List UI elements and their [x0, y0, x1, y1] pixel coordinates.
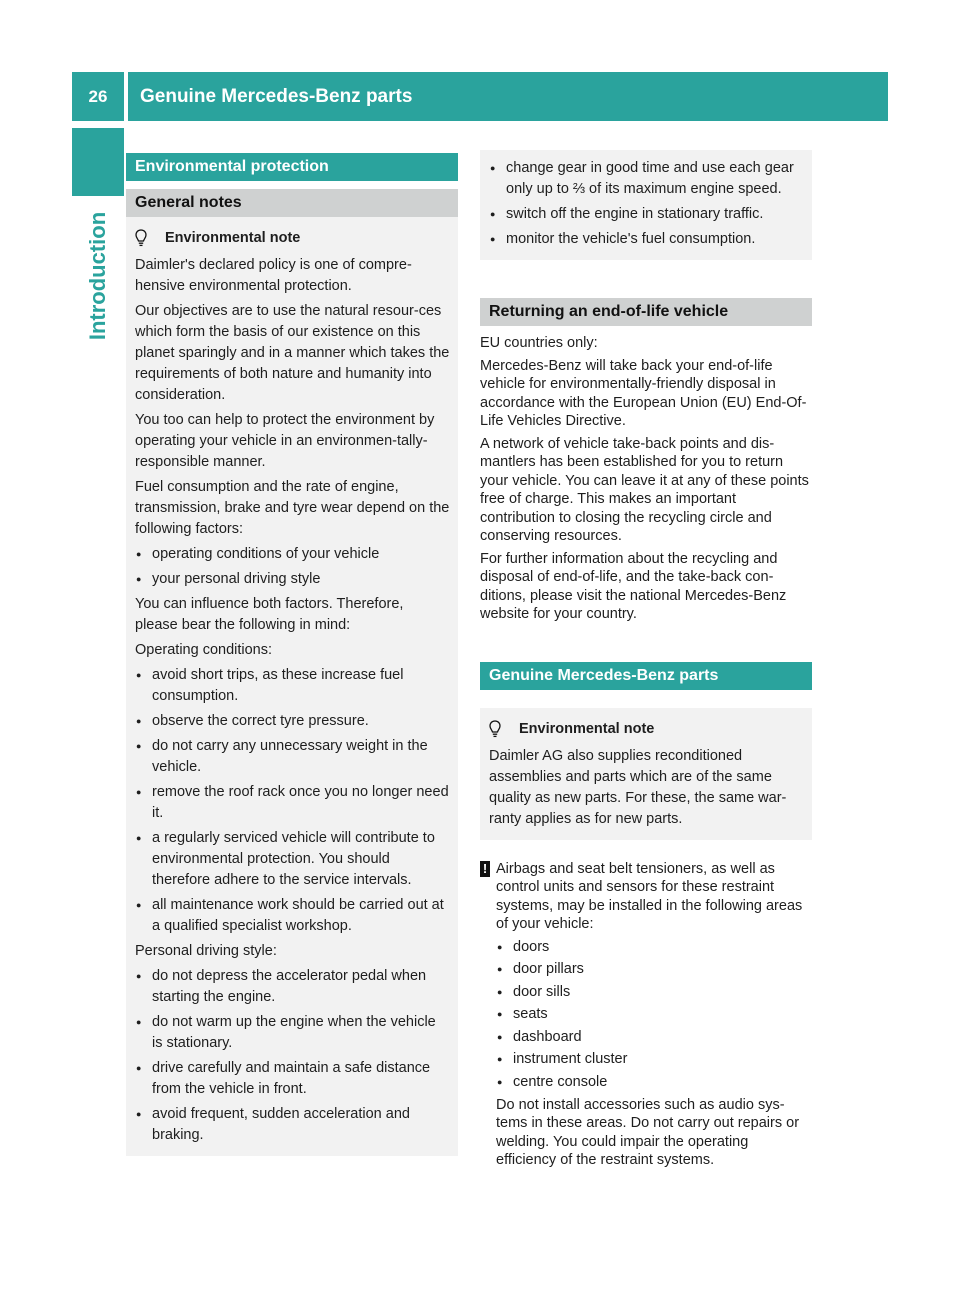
list-item: ● drive carefully and maintain a safe distance from the vehicle in front. [135, 1058, 450, 1100]
list-item: ● avoid short trips, as these increase fuel consumption. [135, 665, 450, 707]
section-title-returning-vehicle: Returning an end-of-life vehicle [480, 298, 812, 326]
list-item: ● instrument cluster [496, 1050, 812, 1069]
section-title-genuine-parts: Genuine Mercedes-Benz parts [480, 662, 812, 690]
list-item: ● door pillars [496, 960, 812, 979]
environmental-note-panel [480, 708, 812, 840]
list-item: ● a regularly serviced vehicle will contribute to environmental protection. You should therefore adhere to the service intervals. [135, 828, 450, 891]
personal-driving-style-label: Personal driving style: [135, 943, 277, 959]
factors-list [135, 544, 450, 590]
sidebar-marker [72, 128, 124, 196]
left-column [126, 153, 458, 1156]
paragraph: EU countries only: [480, 335, 598, 351]
environmental-note-panel [126, 217, 458, 1156]
note-text: Daimler AG also supplies reconditioned assemblies and parts which are of the same quality as new parts. For these, the same war-ranty applies as for new parts. [489, 747, 787, 827]
list-item: ● centre console [496, 1073, 812, 1092]
list-item: ● observe the correct tyre pressure. [135, 711, 450, 732]
list-item: ● doors [496, 938, 812, 957]
subsection-title-general-notes: General notes [126, 189, 458, 217]
list-item: ● dashboard [496, 1028, 812, 1047]
list-item: ● your personal driving style [135, 569, 450, 590]
list-item: ● all maintenance work should be carried out at a qualified specialist workshop. [135, 895, 450, 937]
warning-icon: ! [480, 861, 490, 877]
paragraph: Fuel consumption and the rate of engine, transmission, brake and tyre wear depend on the following factors: [135, 479, 450, 537]
note-continuation-panel [480, 150, 812, 260]
warning-block [480, 860, 812, 1174]
sidebar-section-label: Introduction [85, 211, 110, 341]
list-item: ● remove the roof rack once you no longer need it. [135, 782, 450, 824]
right-column [480, 150, 812, 1174]
list-item: ● operating conditions of your vehicle [135, 544, 450, 565]
areas-list [496, 938, 812, 1092]
list-item: ● change gear in good time and use each gear only up to ⅔ of its maximum engine speed. [489, 158, 804, 200]
lightbulb-icon [135, 229, 147, 247]
paragraph: For further information about the recycling and disposal of end-of-life, and the take-back con-ditions, please visit the national Mercedes-Benz website for your country. [480, 550, 787, 622]
operating-conditions-label: Operating conditions: [135, 642, 273, 658]
lightbulb-icon [489, 720, 501, 738]
list-item: ● seats [496, 1005, 812, 1024]
continued-list [489, 158, 804, 250]
paragraph: You can influence both factors. Therefore, please bear the following in mind: [135, 596, 404, 633]
list-item: ● door sills [496, 983, 812, 1002]
chapter-header-title: Genuine Mercedes-Benz parts [128, 72, 888, 121]
list-item: ● do not depress the accelerator pedal when starting the engine. [135, 966, 450, 1008]
paragraph: Our objectives are to use the natural resour-ces which form the basis of our existence on this planet sparingly and in a manner which takes the requirements of both nature and humanity into consideration. [135, 303, 450, 403]
note-title: Environmental note [519, 720, 655, 737]
page-number: 26 [72, 72, 124, 121]
list-item: ● switch off the engine in stationary traffic. [489, 204, 804, 225]
warning-text: Airbags and seat belt tensioners, as well as control units and sensors for these restraint systems, may be installed in the following areas of your vehicle: [496, 860, 803, 932]
note-title: Environmental note [165, 230, 301, 246]
list-item: ● do not warm up the engine when the vehicle is stationary. [135, 1012, 450, 1054]
paragraph: Daimler's declared policy is one of compre-hensive environmental protection. [135, 257, 412, 294]
list-item: ● monitor the vehicle's fuel consumption. [489, 229, 804, 250]
paragraph: A network of vehicle take-back points and dis-mantlers has been established for you to return your vehicle. You can leave it at any of these points free of charge. This makes an important contribution to closing the recycling circle and conserving resources. [480, 435, 809, 544]
operating-conditions-list [135, 665, 450, 937]
paragraph: Mercedes-Benz will take back your end-of-life vehicle for environmentally-friendly disposal in accordance with the European Union (EU) End-Of-Life Vehicles Directive. [480, 357, 807, 429]
environmental-note-heading [489, 720, 804, 738]
list-item: ● avoid frequent, sudden acceleration and braking. [135, 1104, 450, 1146]
paragraph: You too can help to protect the environment by operating your vehicle in an environmen-tally-responsible manner. [135, 412, 435, 470]
section-title-environmental-protection: Environmental protection [126, 153, 458, 181]
list-item: ● do not carry any unnecessary weight in the vehicle. [135, 736, 450, 778]
personal-driving-style-list [135, 966, 450, 1146]
environmental-note-heading [135, 229, 450, 247]
warning-footer: Do not install accessories such as audio sys-tems in these areas. Do not carry out repairs or welding. You could impair the operating efficiency of the restraint systems. [496, 1096, 800, 1168]
